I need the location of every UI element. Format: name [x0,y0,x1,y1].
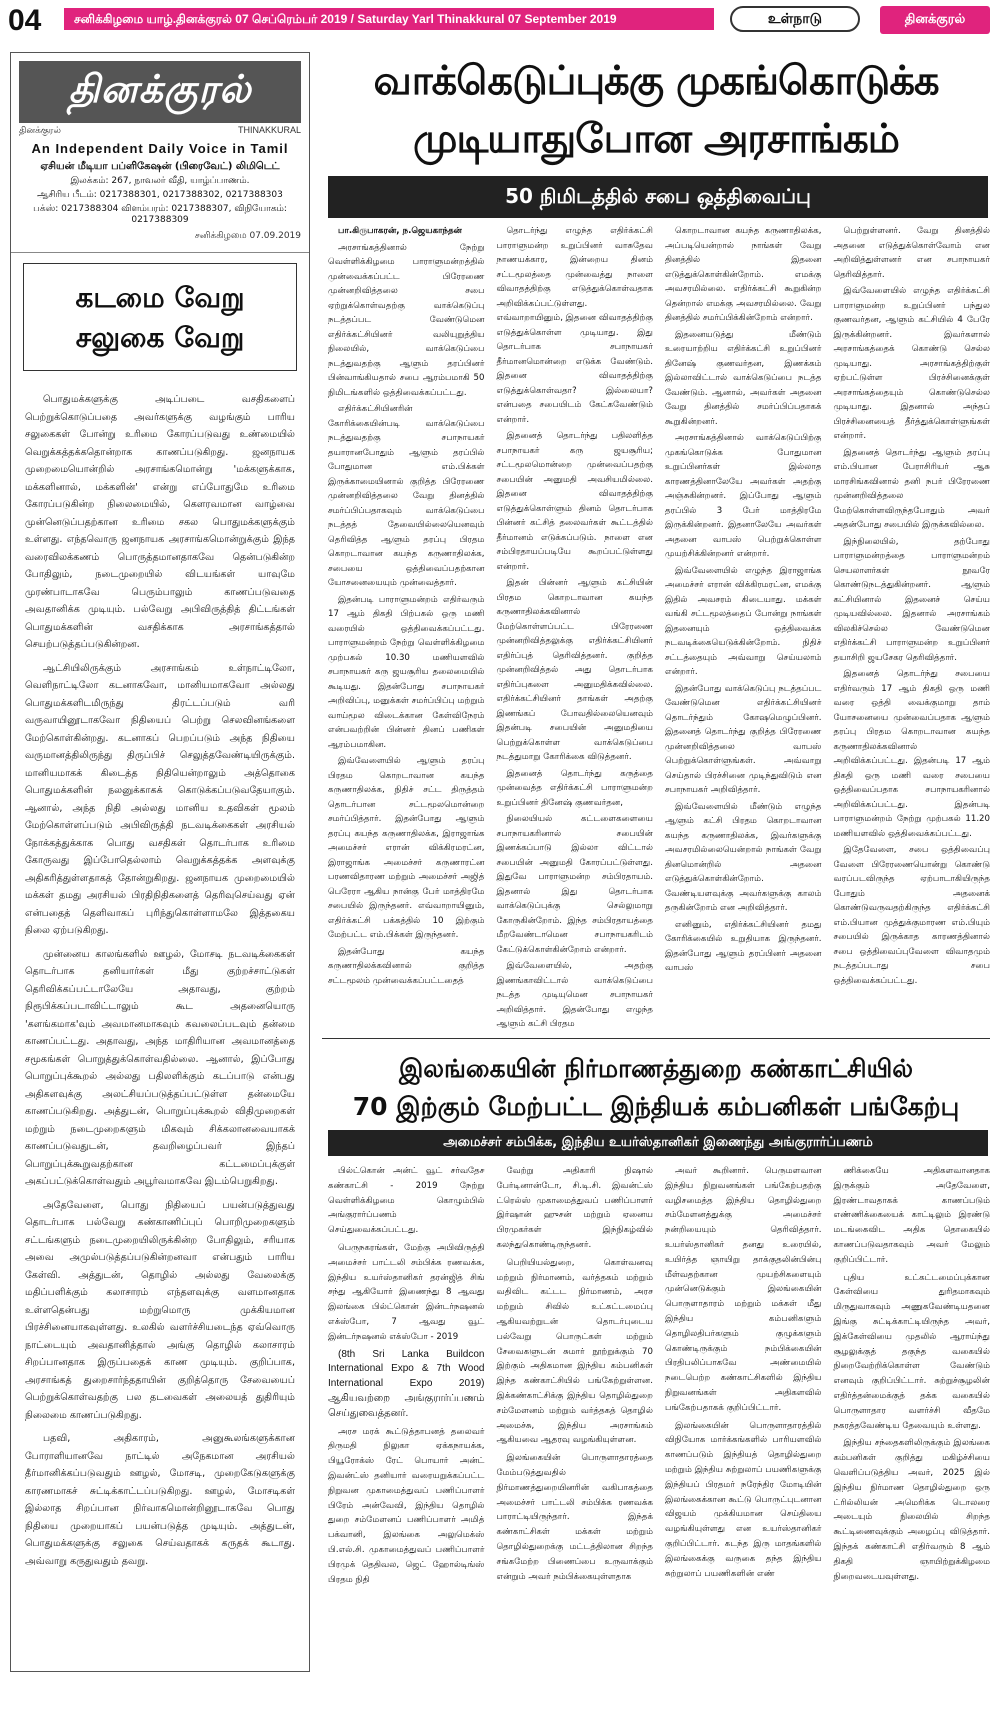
masthead-tagline: An Independent Daily Voice in Tamil [31,141,289,156]
main-paragraph: இதனைத் தொடர்ந்து ஆளும் தரப்பு எம்.பியான பேராசிரியர் ஆசு மாரசிங்கவினால் தனி நபர் பிரேரணை முன்னறிவித்தலை மேற்கொள்ளவிருந்தபோதும் அவர் அதன்போது சபையில் இருக்கவில்லை. [833,447,990,530]
editorial-paragraph: பதவி, அதிகாரம், அனுகூலங்களுக்கான போராளியானவே நாட்டில் அநேகமான அரசியல் தீர்மானிக்கப்படுவதும் ஊழல், மோசடி, முறைகேடுகளுக்கு காரணமாகச் சுட்டிக்காட்டப்படுகிறது. ஊழல், மோசடிகள் இல்லாத சிறப்பான நிர்வாகமொன்றினூடாகவே பொது நிதியை முறையாகப் பயன்படுத்த முடியும். அத்துடன், பொதுமக்களுக்கு சலுகை செய்வதாகக் கருதக் கூடாது. அவ்வாறு கருதுவதும் தவறு. [25,1433,295,1567]
second-paragraph: புதிய உட்கட்டமைப்புக்கான கேள்வியை துரிதமாகவும் மிருதுவாகவும் அணுகவேண்டியதனை இங்கு சுட்டிக்காட்டியிருந்த அவர், இக்கேள்வியை முதலில் ஆராய்ந்து சூழலுக்குத் தகுந்த வகையில் நிறைவேற்றிக்கொள்ள வேண்டும் எனவும் குறிப்பிட்டார். சுற்றுச்சூழலின் எதிர்த்தன்மைக்குத் தக்க வகையில் பொருளாதார வளர்ச்சி வீதமே நகரத்தவேண்டிய தேவையும் உள்ளது. [833,1272,990,1431]
page-number: 04 [8,4,42,37]
second-story-columns [322,1164,990,1724]
main-paragraph: இவ்வேளையில் எழுந்த எதிர்க்கட்சி பாராளுமன்ற உறுப்பினர் பந்துல குணவர்தன, ஆளும் கட்சியில் 4 பேரே இருக்கின்றனர். இவர்களால் அரசாங்கத்தைக் கொண்டு செல்ல முடியாது. அரசாங்கத்திற்குள் ஏற்பட்டுள்ள பிரச்சினைக்குள் அரசாங்கத்தையும் கொண்டுசெல்ல முடியாது. இதனால் அந்தப் பிரச்சினையைத் தீர்த்துக்கொள்ளுங்கள் என்றார். [833,286,990,441]
second-story-column [665,1164,822,1724]
main-paragraph: இவ்வேளையில், அதற்கு இணங்காவிட்டால் வாக்கெடுப்பை நடத்த முடியுமென சபாநாயகர் அறிவித்தார். இதன்போது எழுந்த ஆளும் கட்சி பிரதம [496,961,653,1029]
editorial-paragraph: அதேவேளை, பொது நிதியைப் பயன்படுத்துவது தொடர்பாக பல்வேறு கண்காணிப்புப் பொறிமுறைகளும் சட்டங்களும் நடைமுறையிலிருக்கின்ற போதிலும், சரியாக அவை அமுல்படுத்தப்படுகின்றனவா என்பதும் பாரிய கேள்வி. அத்துடன், தொழில் அல்லது வேலைக்கு மதிப்பளிக்கும் கலாசாரம் எந்தளவுக்கு வளமானதாக உள்ளதென்பது மற்றுமொரு முக்கியமான பிரச்சினையாகவுள்ளது. உலகில் வளர்ச்சியடைந்த ஏவ்வொரு நாட்டையும் அவதானித்தால் அங்கு தொழில் கலாசாரம் சிறப்பானதாக இருப்பதைக் காண முடியும். குறிப்பாக, அரசாங்கத் துறைசார்ந்ததாயின் குறித்தொரு சேவையைப் பெற்றுக்கொள்வதற்கு பல தடவைகள் அலையத் துதிரியும் நிலைமை காணப்படுகிறது. [25,1199,295,1421]
editorial-paragraph: பொதுமக்களுக்கு அடிப்படை வசதிகளைப் பெற்றுக்கொடுப்பதை அவர்களுக்கு வழங்கும் பாரிய சலுகைகள் போன்று உரிமை கோரப்படுவது உண்மையில் வெறுக்கத்தக்கதொன்றாக காணப்படுகிறது. ஜனநாயக முறைமையொன்றில் அரசாங்கமொன்று 'மக்களுக்காக, மக்களினால், மக்களின்' என்று எப்போதுமே உரிமை கோரப்படுகின்ற நிலைமையில், கௌரவமான வாழ்வை முன்னெடுப்பதற்கான உரிமை சகல பொதுமக்களுக்கும் உள்ளது. எந்தவொரு ஜனநாயக அரசாங்கமொன்றுக்கும் இந்த வரைவிலக்கணம் பொருத்தமானதாகவே தென்படுகின்ற போதிலும், நடைமுறையில் விடயங்கள் யாவுமே முரண்பாடாகவே பெரும்பாலும் காணப்படுவதை அவதானிக்க முடியும். பல்வேறு அபிவிருத்தித் திட்டங்கள் பொதுமக்களின் வசதிக்காக அரசாங்கத்தால் செயற்படுத்தப்படுகின்றன. [25,394,295,650]
second-story-column [497,1164,654,1724]
story-divider [322,1038,990,1039]
logo-sub-english: THINAKKURAL [237,125,301,135]
main-paragraph: இதனைத் தொடர்ந்து சபையை எதிர்வரும் 17 ஆம் திகதி ஒரு மணி வரை ஒத்தி வைக்குமாறு தாம் யோசனையை முன்வைப்பதாக ஆளும் தரப்பு பிரதம கொறடாவான கயந்த கருணாதிலக்கவினால் அறிவிக்கப்பட்டது. இதன்படி 17 ஆம் திகதி ஒரு மணி வரை சபையை ஒத்திவைப்பதாக சபாநாயகரினால் அறிவிக்கப்பட்டது. இதன்படி பாராளுமன்றம் நேற்று முற்பகல் 11.20 மணியளவில் ஒத்திவைக்கப்பட்டது. [833,669,990,839]
second-headline-line1: இலங்கையின் நிர்மாணத்துறை கண்காட்சியில் [398,1054,914,1083]
second-paragraph: பெருநகரங்கள், மேற்கு அபிவிருத்தி அமைச்சர் பாட்டலி சம்பிக்க ரணவக்க, இந்திய உயர்ஸ்தானிகர் தரன்ஜித் சிங் சந்து ஆகியோர் இணைந்து 8 ஆவது இலங்கை பில்ட்கொன் இன்டர்நஷனல் எக்ஸ்போ, 7 ஆவது வூட் இன்டர்நஷனல் எக்ஸ்போ - 2019 [328,1242,485,1342]
second-paragraph: வேற்று அதிகாரி நிஷால் பேர்டினான்டோ, சி.டி.சி. இவன்ட்ஸ் ட்ரெல்ஸ் முகாமைத்துவப் பணிப்பாளர் இர்ஷான் ஹுசன் மற்றும் ஏனைய பிரமுகர்கள் இந்நிகழ்வில் கலந்துகொண்டிருந்தனர். [496,1166,653,1250]
second-paragraph: பில்ட்கொன் அன்ட் வூட் சர்வதேச கண்காட்சி - 2019 நேற்று வெள்ளிக்கிழமை கொழும்பில் அங்குரார்ப்பணம் செய்துவைக்கப்பட்டது. [328,1166,485,1236]
date-band: சனிக்கிழமை யாழ்.தினக்குரல் 07 செப்ரெம்பர் 2019 / Saturday Yarl Thinakkural 07 September 2019 [64,8,714,30]
newspaper-logo: தினக்குரல் [880,6,990,34]
byline: பா.கிருபாகரன், ந.ஜெயகாந்தன் [338,226,463,236]
second-paragraph: அரச மரக் கூட்டுத்தாபனத் தலைவர் திருமதி நிலுகா ஏக்கநாயக்க, பியூரோக்ஸ் ரேட் பொயார் அன்ட் இவன்ட்ஸ் தனியார் வரையறுக்கப்பட்ட நிறுவன முகாமைத்துவப் பணிப்பாளர் பிரேம் அன்வேவி, இந்திய தொழில் துறை சம்மேளனப் பணிப்பாளர் அமித் பக்வானி, இலங்கை அலுமெக்ஸ் பி.எல்.சி. முகாமைத்துவப் பணிப்பாளர் பிரமுக் தெதிவல, ஜெட் ஹோல்டிங்ஸ் பிரதம நிதி [328,1426,485,1585]
logo-sub-tamil: தினக்குரல் [19,125,61,135]
main-paragraph: இந்நிலையில், தற்போது பாராளுமன்றத்தை பாராளுமன்றம் செயலாளர்கள் நூவரே கொண்டுநடத்துகின்றனர். ஆளும் கட்சியினால் இதனைச் செய்ய முடியவில்லை. இதனால் அரசாங்கம் விலகிச்செல்ல வேண்டுமென எதிர்க்கட்சி பாராளுமன்ற உறுப்பினர் தயாசிறி ஜயசேகர தெரிவித்தார். [833,536,990,663]
second-paragraph: அவர் கூறினார். பெருமளவான இந்திய நிறுவனங்கள் பங்கேற்பதற்கு வழிசமைத்த இந்திய தொழில்துறை சம்மேளனத்துக்கு அமைச்சர் நன்றியையும் தெரிவித்தார். உயர்ஸ்தானிகர் தனது உரையில், உயிர்த்த ஞாயிறு தாக்குதலின்பின்பு மீள்வதற்கான முயற்சிகளையும் முன்னெடுக்கும் இலங்கையின் பொருளாதாரம் மற்றும் மக்கள் மீது இந்திய கம்பனிகளும் தொழிலதிபர்களும் குழுக்களும் கொண்டிருக்கும் நம்பிக்கையின் பிரதிபலிப்பாகவே அண்மையில் நடைபெற்ற கண்காட்சிகளில் இந்திய நிறுவனங்கள் அதிகளவில் பங்கேற்பதாகக் குறிப்பிட்டார். [665,1166,822,1413]
editorial-title-box [23,263,297,371]
main-paragraph: இவ்வேளையில் மீண்டும் எழுந்த ஆளும் கட்சி பிரதம கொறடாவான கயந்த கருணாதிலக்க, இவர்களுக்கு அவசரமில்லையென்றால் நாங்கள் வேறு தினமொன்றில் அதனை எடுத்துக்கொள்கின்றோம். வேண்டியளவுக்கு அவர்களுக்கு காலம் தருகின்றோம் என அறிவித்தார். [665,801,822,913]
second-headline [322,1050,990,1126]
fax-line: பக்ஸ்: 0217388304 விளம்பரம்: 0217388307, விநியோகம்: 0217388309 [33,204,287,225]
main-headline-line1: வாக்கெடுப்புக்கு முகங்கொடுக்க [373,58,939,104]
main-paragraph: பெற்றுள்ளனர். வேறு தினத்தில் அதனை எடுத்துக்கொள்வோம் என அறிவித்துள்ளனர் என சபாநாயகர் தெரிவித்தார். [833,226,990,280]
main-paragraph: இதனைத் தொடர்ந்து கருத்தை முன்வைத்த எதிர்க்கட்சி பாராளுமன்ற உறுப்பினர் தினேஷ் குணவர்தன, [496,768,653,808]
main-paragraph: இதேவேளை, சபை ஒத்திவைப்பு வேளை பிரேரணையொன்று கொண்டு வரப்படவிருந்த ஏற்பாடாகியிருந்த போதும் அதனைக் கொண்டுவருவதற்கிருந்த எதிர்க்கட்சி எம்.பியான முத்துக்குமாரண எம்.பியும் சபையில் இருக்காத காரணத்தினால் சபை ஒத்திவைப்புவேளை விவாதமும் நடத்தப்படாது சபை ஒத்திவைக்கப்பட்டது. [833,845,990,986]
main-paragraph: இதன் பின்னர் ஆளும் கட்சியின் பிரதம கொறடாவான கயந்த கருணாதிலக்கவினால் மேற்கொள்ளப்பட்ட பிரேரணை முன்னறிவித்தலுக்கு எதிர்க்கட்சியினர் எதிர்ப்புத் தெரிவித்தனர். குறித்த முன்னறிவித்தல் அது தொடர்பாக எதிர்ப்புகளை அனுமதிக்கவில்லை. எதிர்க்கட்சியினர் தாங்கள் அதற்கு இணங்கப் போவதில்லையெனவும் இதன்படி சபையின் அனுமதியை பெற்றுக்கொள்ள வாக்கெடுப்பை நடத்துமாறு கோரிக்கை விடுத்தனர். [496,578,653,762]
second-story-column [834,1164,991,1724]
left-column [10,52,310,1672]
second-headline-line2: 70 இற்கும் மேற்பட்ட இந்தியக் கம்பனிகள் பங்கேற்பு [352,1092,960,1121]
main-paragraph: அரசாங்கத்தினால் வாக்கெடுப்பிற்கு முகங்கொடுக்க போதுமான உறுப்பினர்கள் இல்லாத காரணத்தினாலேயே அவர்கள் அதற்கு அஞ்சுகின்றனர். இப்போது ஆளும் தரப்பில் 3 பேர் மாத்திரமே இருக்கின்றனர். இதனாலேயே அவர்கள் அதனை வாபஸ் பெற்றுக்கொள்ள முயற்சிக்கின்றனர் என்றார். [665,433,822,559]
main-paragraph: தொடர்ந்து எழுந்த எதிர்க்கட்சி பாராளுமன்ற உறுப்பினர் வாசுதேவ நாணயக்கார, இன்றைய தினம் சட்டமூலத்தை முன்வைத்து நாளை விவாதத்திற்கு எடுத்துக்கொள்வதாக அறிவிக்கப்பட்டுள்ளது. எவ்வாறாயினும், இதனை விவாதத்திற்கு எடுத்துக்கொள்ள முடியாது. இது தொடர்பாக சபாநாயகர் தீர்மானமொன்றை எடுக்க வேண்டும். இதனை விவாதத்திற்கு எடுத்துக்கொள்வதா? இல்லையா? என்பதை சபையிடம் கேட்கவேண்டும் என்றார். [496,226,653,425]
second-paragraph: ணிக்கையே அதிகளவானதாக இருக்கும் அதேவேளை, இரண்டாவதாகக் காணப்படும் எண்ணிக்கையைக் காட்டிலும் இரண்டு மடங்கைவிட அதிக தொகையில் காணப்படுவதாகவும் அவர் மேலும் குறிப்பிட்டார். [833,1166,990,1265]
second-paragraph-english: (8th Sri Lanka Buildcon International Expo & 7th Wood International Expo 2019) ஆகியவற்றை அங்குரார்ப்பணம் செய்துவைத்தனர். [328,1348,485,1419]
editorial-title-line1: கடமை வேறு [75,281,245,314]
second-paragraph: இலங்கையின் பொருளாதாரத்தை மேம்படுத்துவதில் நிர்மாணத்துறையினரின் வகிபாகத்தை அமைச்சர் பாட்டலி சம்பிக்க ரணவக்க பாராட்டியிருந்தார். இந்தக் கண்காட்சிகள் மக்கள் மற்றும் தொழில்துறைக்கு மட்டத்திலான சிறந்த சங்கமேற்ற பிணைப்பை உருவாக்கும் என்றும் அவர் நம்பிக்கையுள்ளதாக [496,1453,653,1582]
publisher-address: இலக்கம்: 267, நாவலர் வீதி, யாழ்ப்பாணம். [70,176,250,186]
masthead-logo: தினக்குரல் [19,61,301,123]
masthead-logo-sub [19,125,301,137]
publisher-name: ஏசியன் மீடியா பப்ளிகேஷன் (பிரைவேட்) லிமிடெட் [40,161,280,172]
main-story [322,52,990,1029]
masthead-date: சனிக்கிழமை 07.09.2019 [194,231,301,241]
main-paragraph: இதன்படி பாராளுமன்றம் எதிர்வரும் 17 ஆம் திகதி பிற்பகல் ஒரு மணி வரையில் ஒத்திவைக்கப்பட்டது. பாராளுமன்றம் நேற்று வெள்ளிக்கிழமை முற்பகல் 10.30 மணியளவில் சபாநாயகர் கரு ஜயசூரிய தலைமையில் கூடியது. இதன்போது சபாநாயகர் அறிவிப்பு, மனுக்கள் சமர்ப்பிப்பு மற்றும் வாய்மூல விடைக்கான கேள்விநேரம் என்பவற்றின் பின்னர் தினப் பணிகள் ஆரம்பமாகின. [328,594,485,750]
main-headline [322,52,990,168]
main-paragraph: இவ்வேளையில் எழுந்த இராஜாங்க அமைச்சர் எரான் விக்கிரமரட்ன, எமக்கு இதில் அவசரம் கிடையாது. மக்கள் வங்கி சட்டமூலத்தைப் போன்று நாங்கள் இதனையும் ஒத்திவைக்க நடவடிக்கையெடுக்கின்றோம். நிதிச் சட்டத்தையும் அவ்வாறு செய்யலாம் என்றார். [665,565,822,677]
masthead [11,53,309,253]
main-paragraph: இவ்வேளையில் ஆளும் தரப்பு பிரதம கொறடாவான கயந்த கருணாதிலக்க, நிதிச் சட்ட திருத்தம் தொடர்பான சட்டமூலமொன்றை சமர்ப்பித்தார். இதன்போது ஆளும் தரப்பு கயந்த கருணாதிலக்க, இராஜாங்க அமைச்சர் எரான் விக்கிரமரட்ன, இராஜாங்க அமைச்சர் கருணாரட்ன பரணவிதாரண மற்றும் அமைச்சர் அஜித் பெரேரா ஆகிய நான்கு பேர் மாத்திரமே சபையில் இருந்தனர். எவ்வாறாயினும், எதிர்க்கட்சி பக்கத்தில் 10 இற்கும் மேற்பட்ட எம்.பிக்கள் இருந்தனர். [328,756,485,940]
section-label: உள்நாடு [730,6,860,32]
main-story-columns [322,224,990,1029]
main-paragraph: எதிர்க்கட்சியினரின் கோரிக்கையின்படி வாக்கெடுப்பை நடத்துவதற்கு சபாநாயகர் தயாரானபோதும் ஆளும் தரப்பில் போதுமான எம்.பிக்கள் இருக்காமையினால் குறித்த பிரேரணை முன்னறிவித்தலை வேறு தினத்தில் சமர்ப்பிப்பதாகவும் வாக்கெடுப்பை நடத்தத் தேவையில்லையெனவும் தெரிவித்த ஆளும் தரப்பு பிரதம கொறடாவான கயந்த கருணாதிலக்க, சபையை ஒத்திவைப்பதற்கான யோசனையையும் முன்வைத்தார். [328,404,485,588]
main-paragraph: இதன்போது வாக்கெடுப்பு நடத்தப்பட வேண்டுமென எதிர்க்கட்சியினர் தொடர்ந்தும் கோஷமெழுப்பினர். இதனைத் தொடர்ந்து குறித்த பிரேரணை முன்னறிவித்தலை வாபஸ் பெற்றுக்கொள்ளுங்கள். அவ்வாறு செய்தால் பிரச்சினை முடிந்துவிடும் என சபாநாயகர் அறிவித்தார். [665,683,822,795]
main-paragraph: அரசாங்கத்தினால் நேற்று வெள்ளிக்கிழமை பாராளுமன்றத்தில் முன்வைக்கப்பட்ட பிரேரணை முன்னறிவித்தலை சபை ஏற்றுக்கொள்வதற்கு வாக்கெடுப்பு நடத்தப்பட வேண்டுமென எதிர்க்கட்சியினர் வலியுறுத்திய நிலையில், வாக்கெடுப்பை நடத்துவதற்கு ஆளும் தரப்பினர் பின்வாங்கியதால் சபை ஆரம்பமாகி 50 நிமிடங்களில் ஒத்திவைக்கப்பட்டது. [328,242,485,398]
main-paragraph: கொறடாவான கயந்த கருணாதிலக்க, அப்படியென்றால் நாங்கள் வேறு தினத்தில் இதனை எடுத்துக்கொள்கின்றோம். எமக்கு அவசரமில்லை. எதிர்க்கட்சி கூறுகின்ற தென்றால் எமக்கு அவசரமில்லை. வேறு தினத்தில் சமர்ப்பிக்கின்றோம் என்றார். [665,226,822,323]
main-story-column [834,224,991,984]
main-paragraph: நிலையியல் கட்டளைகளையை சபாநாயகரினால் சபையின் இணக்கப்பாடு இல்லா விட்டால் சபையின் அனுமதி கோரப்பட்டுள்ளது. இதுவே பாராளுமன்ற சம்பிரதாயம். இதனால் இது தொடர்பாக வாக்கெடுப்புக்கு செல்லுமாறு கோருகின்றோம். இந்த சம்பிரதாயத்தை மீறவேண்டாமென சபாநாயகரிடம் கேட்டுக்கொள்கின்றோம் என்றார். [496,814,653,955]
second-paragraph: இந்திய சந்தைகளிலிருக்கும் இலங்கை கம்பனிகள் குறித்து மகிழ்ச்சியை வெளிப்படுத்திய அவர், 2025 இல் இந்திய நிர்மாண தொழில்துறை ஒரு ட்ரில்லியன் அமெரிக்க டொலரை அடையும் நிலையில் சிறந்த கூட்டிணைவுக்கும் அழைப்பு விடுத்தார். இந்தக் கண்காட்சி எதிர்வரும் 8 ஆம் திகதி ஞாயிற்றுக்கிழமை நிறைவடையவுள்ளது. [833,1438,990,1582]
second-paragraph: பெறியியல்துறை, கொள்வனவு மற்றும் நிர்மாணம், வர்த்தகம் மற்றும் வதிவிட கட்டட நிர்மாணம், அரச மற்றும் சிவில் உட்கட்டமைப்பு ஆகியவற்றுடன் தொடர்புடைய பல்வேறு பொருட்கள் மற்றும் சேவைகளுடன் சுமார் நூற்றுக்கும் 70 இற்கும் அதிகமான இந்திய கம்பனிகள் இந்த கண்காட்சியில் பங்கேற்றுள்ளன. இக்கண்காட்சிக்கு இந்திய தொழில்துறை சம்மேளனம் மற்றும் வர்த்தகத் தொழில் அமைச்சு, இந்திய அரசாங்கம் ஆகியவை ஆதரவு வழங்கியுள்ளன. [496,1257,653,1446]
main-paragraph: இதனையடுத்து மீண்டும் உரையாற்றிய எதிர்க்கட்சி உறுப்பினர் தினேஷ் குணவர்தன, இணக்கம் இல்லாவிட்டால் வாக்கெடுப்பை நடத்த வேண்டும். ஆனால், அவர்கள் அதனை வேறு தினத்தில் சமர்ப்பிப்பதாகக் கூறுகின்றனர். [665,329,822,427]
editorial-paragraph: முன்னைய காலங்களில் ஊழல், மோசடி நடவடிக்கைகள் தொடர்பாக தனியார்கள் மீது குற்றச்சாட்டுகள் தெரிவிக்கப்பட்டாலேயே அதாவது, குற்றம் நிரூபிக்கப்படாவிட்டாலும் கூட அதனையொரு 'களங்கமாக'வும் அவமானமாகவும் கவலைப்படவும் தன்மை காணப்பட்டது. அதாவது, அந்த மாதிரியான அவமானத்தை சமூகங்கள் பொறுத்துக்கொள்வதில்லை. ஆனால், இப்போது பொறுப்புக்கூறல் அல்லது பதிலளிக்கும் கடப்பாடு என்பது அதிகளவுக்கு அலட்சியப்படுத்தப்பட்டுள்ள தன்மையே காணப்படுகிறது. அத்துடன், பொறுப்புக்கூறல் விதிமுறைகள் மற்றும் நடைமுறைகளும் மிகவும் சிக்கலானவையாகக் காணப்படுவதுடன், தவறிழைப்பவர் இந்தப் பொறுப்புக்கூறுவதற்கான கட்டமைப்புக்குள் அகப்பட்டுக்கொள்வதும் அபூர்வமாகவே இடம்பெறுகிறது. [25,948,295,1187]
main-paragraph: இதனைத் தொடர்ந்து பதிலளித்த சபாநாயகர் கரு ஜயசூரிய; சட்டமூலமொன்றை முன்வைப்பதற்கு சபையின் அனுமதி அவசியமில்லை. இதனை விவாதத்திற்கு எடுத்துக்கொள்ளும் தினம் தொடர்பாக பின்னர் கட்சித் தலைவர்கள் கூட்டத்தில் தீர்மானம் எடுக்கப்படும். நாளை என சம்பிரதாயப்படியே கூறப்பட்டுள்ளது என்றார். [496,431,653,572]
editorial-body [11,381,309,1586]
second-story-column [328,1164,485,1724]
editorial-title-line2: சலுகை வேறு [75,321,245,354]
office-phone: ஆசிரிய பீடம்: 0217388301, 0217388302, 0217388303 [37,190,283,200]
main-story-column [496,224,654,1029]
main-paragraph: எனினும், எதிர்க்கட்சியினர் தமது கோரிக்கையில் உறுதியாக இருந்தனர். இதன்போது ஆளும் தரப்பினர் அதனை வாபஸ் [665,919,822,973]
main-subheading: 50 நிமிடத்தில் சபை ஒத்திவைப்பு [328,176,988,218]
editorial-paragraph: ஆட்சியிலிருக்கும் அரசாங்கம் உள்நாட்டிலோ, வெளிநாட்டிலோ கடனாகவோ, மானியமாகவோ அல்லது பொதுமக்களிடமிருந்து திரட்டப்படும் வரி வருவாயினூடாகவோ நிதியைப் பெற்று செலவினங்களை மேற்கொள்கின்றது. கடனாகப் பெறப்படும் அந்த நிதியை வருமானத்திலிருந்து திருப்பிச் செலுத்தவேண்டியிருக்கும். மானியமாகக் கிடைத்த நிதியென்றாலும் அத்தொகை பொதுமக்களின் நலனுக்காகக் கொடுக்கப்படுவதேயாகும். ஆனால், அந்த நிதி அல்லது மானிய உதவிகள் மூலம் மேற்கொள்ளப்படும் அபிவிருத்தி நடவடிக்கைகள் அரசியல் நோக்கத்துக்காக பொது வசதிகள் தொடர்பாக உரிமை கோருவது இப்போதெல்லாம் வெறுக்கத்தக்க அளவுக்கு அதிகரித்துள்ளதாகத் தோன்றுகிறது. ஜனநாயக முறைமையில் மக்கள் தமது அரசியல் பிரதிநிதிகளைத் தெரிவுசெய்வது ஏன் என்பதைத் தெளிவாகப் புரிந்துகொள்ளாமலே இத்தகைய நிலை ஏற்படுகிறது. [25,662,295,936]
second-story [322,1050,990,1724]
main-story-column [328,224,485,984]
main-headline-line2: முடியாதுபோன அரசாங்கம் [413,116,899,162]
main-story-column [665,224,822,984]
page-header [0,0,1000,44]
second-paragraph: இலங்கையின் பொருளாதாரத்தில் விநியோக மார்க்கங்களில் பாரியளவில் காணப்படும் இந்தியத் தொழில்துறை மற்றும் இந்திய சுற்றுலாப் பயணிகளுக்கு இந்தியப் பிரதமர் நரேந்திர மோடியின் இலங்கைக்கான கூட்டு பொருட்புடனான விஜயம் முக்கியமான செய்தியை வழங்கியுள்ளது என உயர்ஸ்தானிகர் குறிப்பிட்டார். கடந்த இரு மாதங்களில் இலங்கைக்கு வருகை தந்த இந்திய சுற்றுலாப் பயணிகளின் எண் [665,1420,822,1579]
second-subheading: அமைச்சர் சம்பிக்க, இந்திய உயர்ஸ்தானிகர் இணைந்து அங்குரார்ப்பணம் [328,1130,988,1156]
main-paragraph: இதன்போது கயந்த கருணாதிலக்கவினால் குறித்த சட்டமூலம் முன்வைக்கப்பட்டதைத் [328,946,485,986]
